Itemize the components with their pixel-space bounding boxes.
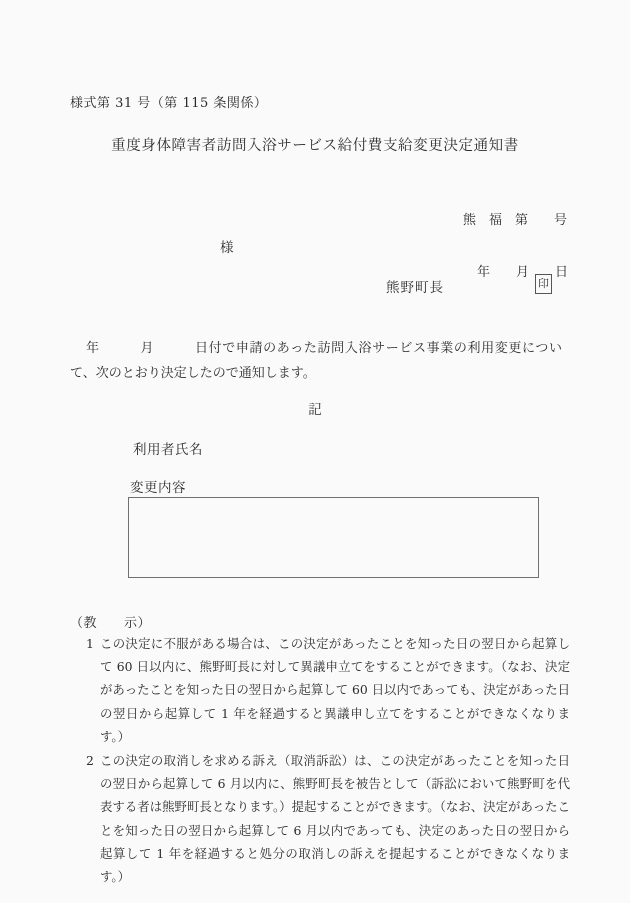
notice-item-number: 2 — [86, 753, 94, 769]
notice-item-text: この決定に不服がある場合は、この決定があったことを知った日の翌日から起算して 60 日以内に、熊野町長に対して異議申立てをすることができます。（なお、決定があったことを知った日の翌日から起算して 60 日以内であっても、決定があった日の翌日から起算して 1 年を経過すると異議申し立てをすることができなくなります。） — [100, 636, 570, 744]
issuer-name: 熊野町長 — [386, 280, 444, 296]
seal-stamp-box: 印 — [535, 274, 552, 294]
notice-item — [70, 632, 570, 748]
form-number: 様式第 31 号（第 115 条関係） — [70, 96, 268, 111]
issue-block — [463, 180, 568, 314]
notice-item-number: 1 — [86, 636, 94, 651]
addressee-honorific: 様 — [220, 240, 234, 256]
issue-date-line: 年 月 日 — [476, 265, 568, 280]
page-title: 重度身体障害者訪問入浴サービス給付費支給変更決定通知書 — [111, 138, 519, 154]
change-content-entry-box[interactable] — [128, 497, 539, 578]
issue-number-line: 熊 福 第 号 — [462, 213, 567, 228]
notice-list — [70, 632, 570, 889]
ki-marker: 記 — [308, 402, 322, 418]
body-paragraph: 年 月 日付で申請のあった訪問入浴サービス事業の利用変更について、次のとおり決定したので通知します。 — [70, 341, 562, 381]
label-user-name: 利用者氏名 — [133, 442, 203, 458]
notice-heading: （教 示） — [70, 616, 152, 631]
notice-item — [70, 749, 570, 888]
notice-item-text: この決定の取消しを求める訴え（取消訴訟）は、この決定があったことを知った日の翌日から起算して 6 月以内に、熊野町長を被告として（訴訟において熊野町を代表する者は熊野町長となります。）提起することができます。（なお、決定があったことを知った日の翌日から起算して 6 月以内であっても、決定のあった日の翌日から起算して 1 年を経過すると処分の取消しの訴えを提起することができなくなります。） — [100, 753, 570, 885]
label-change-content: 変更内容 — [130, 480, 186, 496]
